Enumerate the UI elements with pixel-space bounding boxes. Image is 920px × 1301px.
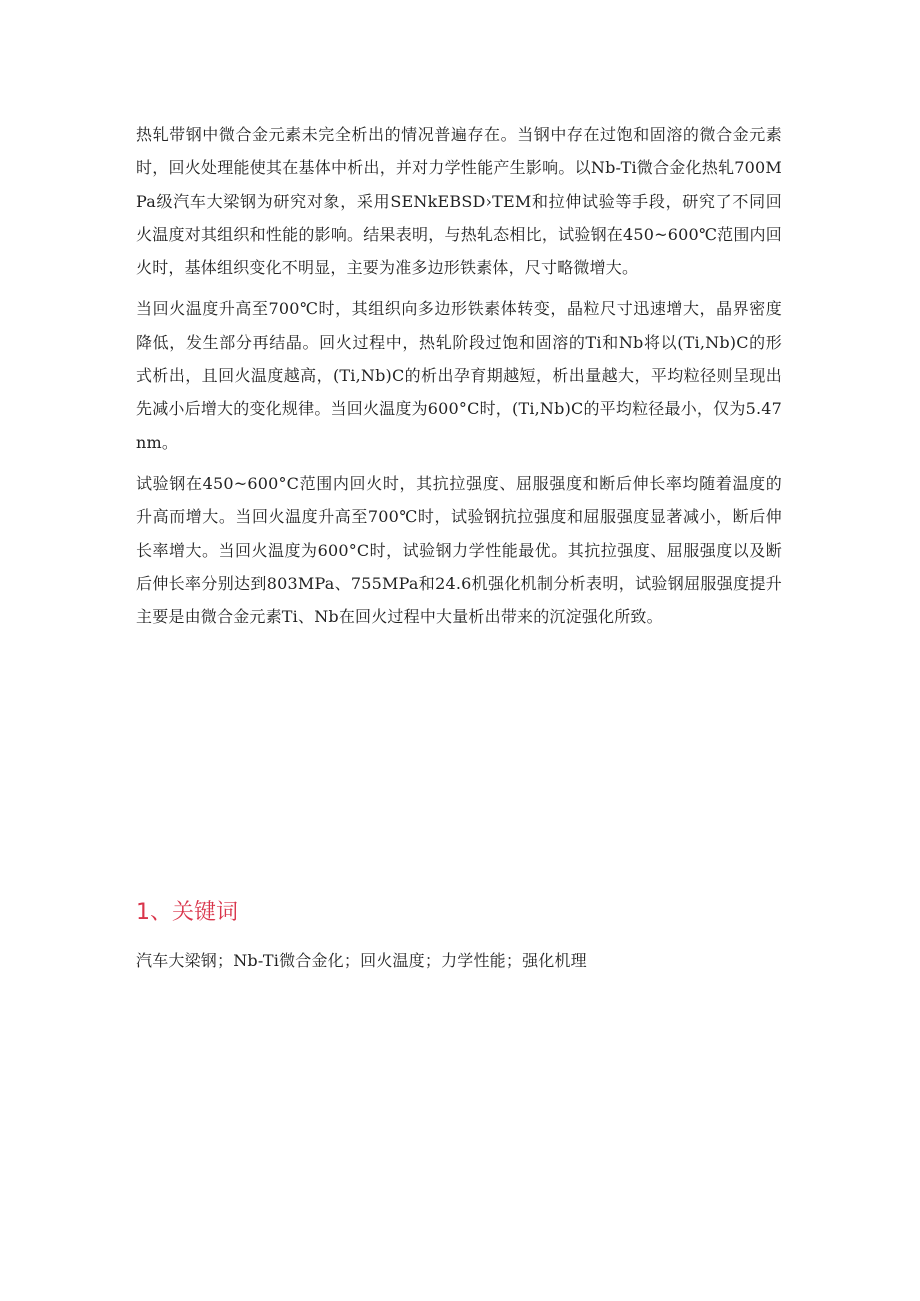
abstract-paragraph-1: 热轧带钢中微合金元素未完全析出的情况普遍存在。当钢中存在过饱和固溶的微合金元素时，回火处理能使其在基体中析出，并对力学性能产生影响。以Nb-Ti微合金化热轧700MPa级汽车大梁钢为研究对象，采用SENkEBSD›TEM和拉伸试验等手段，研究了不同回火温度对其组织和性能的影响。结果表明，与热轧态相比，试验钢在450~600℃范围内回火时，基体组织变化不明显，主要为准多边形铁素体，尺寸略微增大。 bbox=[136, 125, 782, 278]
section-heading-keywords: 1、关键词 bbox=[136, 900, 238, 925]
abstract-paragraph-3: 试验钢在450~600°C范围内回火时，其抗拉强度、屈服强度和断后伸长率均随着温度的升高而增大。当回火温度升高至700℃时，试验钢抗拉强度和屈服强度显著减小，断后伸长率增大。当回火温度为600°C时，试验钢力学性能最优。其抗拉强度、屈服强度以及断后伸长率分别达到803MPa、755MPa和24.6机强化机制分析表明，试验钢屈服强度提升主要是由微合金元素Ti、Nb在回火过程中大量析出带来的沉淀强化所致。 bbox=[136, 473, 782, 627]
abstract-paragraph-2: 当回火温度升高至700℃时，其组织向多边形铁素体转变，晶粒尺寸迅速增大，晶界密度降低，发生部分再结晶。回火过程中，热轧阶段过饱和固溶的Ti和Nb将以(Ti,Nb)C的形式析出，且回火温度越高，(Ti,Nb)C的析出孕育期越短，析出量越大，平均粒径则呈现出先减小后增大的变化规律。当回火温度为600°C时，(Ti,Nb)C的平均粒径最小，仅为5.47nm。 bbox=[136, 299, 782, 452]
keywords-line: 汽车大梁钢；Nb-Ti微合金化；回火温度；力学性能；强化机理 bbox=[136, 951, 587, 970]
abstract-body bbox=[136, 118, 782, 633]
